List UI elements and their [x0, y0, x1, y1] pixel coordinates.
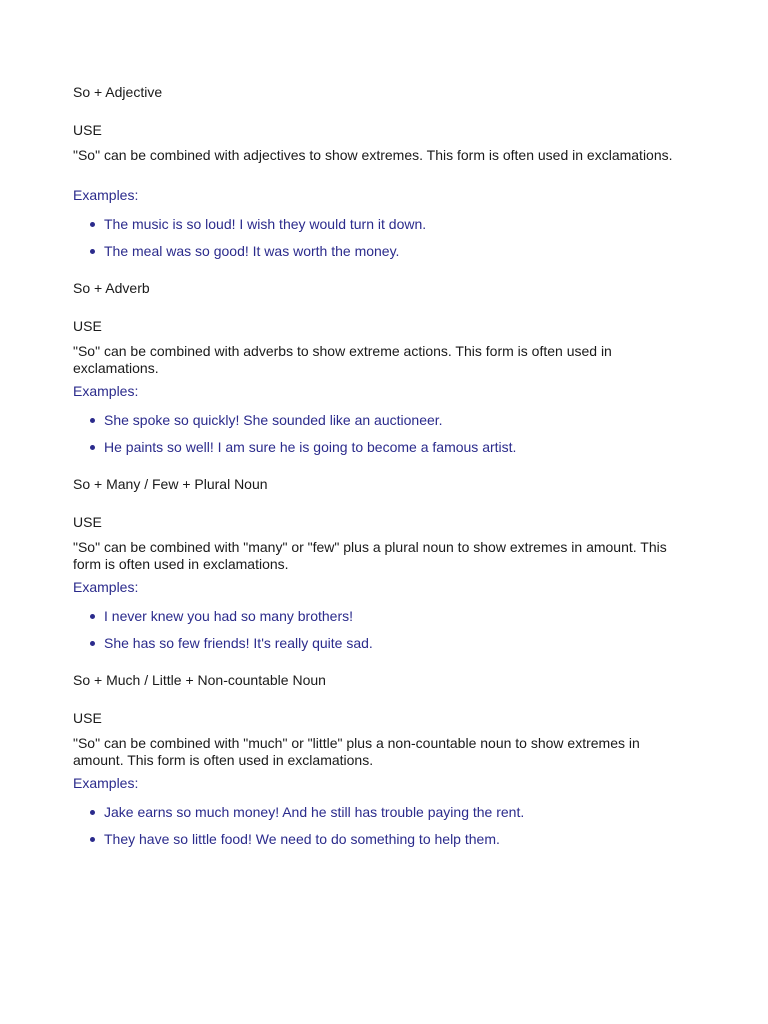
bullet-icon [90, 445, 95, 450]
examples-label: Examples: [73, 383, 139, 399]
example-text: The meal was so good! It was worth the money. [104, 243, 400, 259]
bullet-icon [90, 810, 95, 815]
example-item [104, 804, 524, 821]
use-label: USE [73, 122, 102, 138]
bullet-icon [90, 249, 95, 254]
use-description: "So" can be combined with adjectives to show extremes. This form is often used in exclamations. [73, 147, 673, 163]
example-item [104, 412, 443, 429]
use-label: USE [73, 318, 102, 334]
example-text: He paints so well! I am sure he is going to become a famous artist. [104, 439, 517, 455]
bullet-icon [90, 641, 95, 646]
examples-label: Examples: [73, 775, 139, 791]
example-item [104, 243, 399, 260]
example-item [104, 635, 373, 652]
use-description: "So" can be combined with "many" or "few" plus a plural noun to show extremes in amount. This form is often used in exclamations. [73, 539, 667, 572]
use-label: USE [73, 710, 102, 726]
example-text: I never knew you had so many brothers! [104, 608, 354, 624]
example-item [104, 608, 353, 625]
bullet-icon [90, 614, 95, 619]
example-item [104, 216, 426, 233]
example-item [104, 439, 516, 456]
bullet-icon [90, 222, 95, 227]
use-label: USE [73, 514, 102, 530]
section-heading: So + Many / Few + Plural Noun [73, 476, 268, 492]
examples-label: Examples: [73, 579, 139, 595]
bullet-icon [90, 418, 95, 423]
use-description: "So" can be combined with "much" or "little" plus a non-countable noun to show extremes in amount. This form is often used in exclamations. [73, 735, 640, 768]
examples-label: Examples: [73, 187, 139, 203]
example-item [104, 831, 500, 848]
section-heading: So + Much / Little + Non-countable Noun [73, 672, 326, 688]
example-text: The music is so loud! I wish they would turn it down. [104, 216, 427, 232]
use-description: "So" can be combined with adverbs to show extreme actions. This form is often used in exclamations. [73, 343, 612, 376]
example-text: She has so few friends! It's really quite sad. [104, 635, 373, 651]
example-text: They have so little food! We need to do something to help them. [104, 831, 500, 847]
example-text: Jake earns so much money! And he still has trouble paying the rent. [104, 804, 525, 820]
example-text: She spoke so quickly! She sounded like an auctioneer. [104, 412, 443, 428]
section-heading: So + Adverb [73, 280, 150, 296]
bullet-icon [90, 837, 95, 842]
section-heading: So + Adjective [73, 84, 163, 100]
